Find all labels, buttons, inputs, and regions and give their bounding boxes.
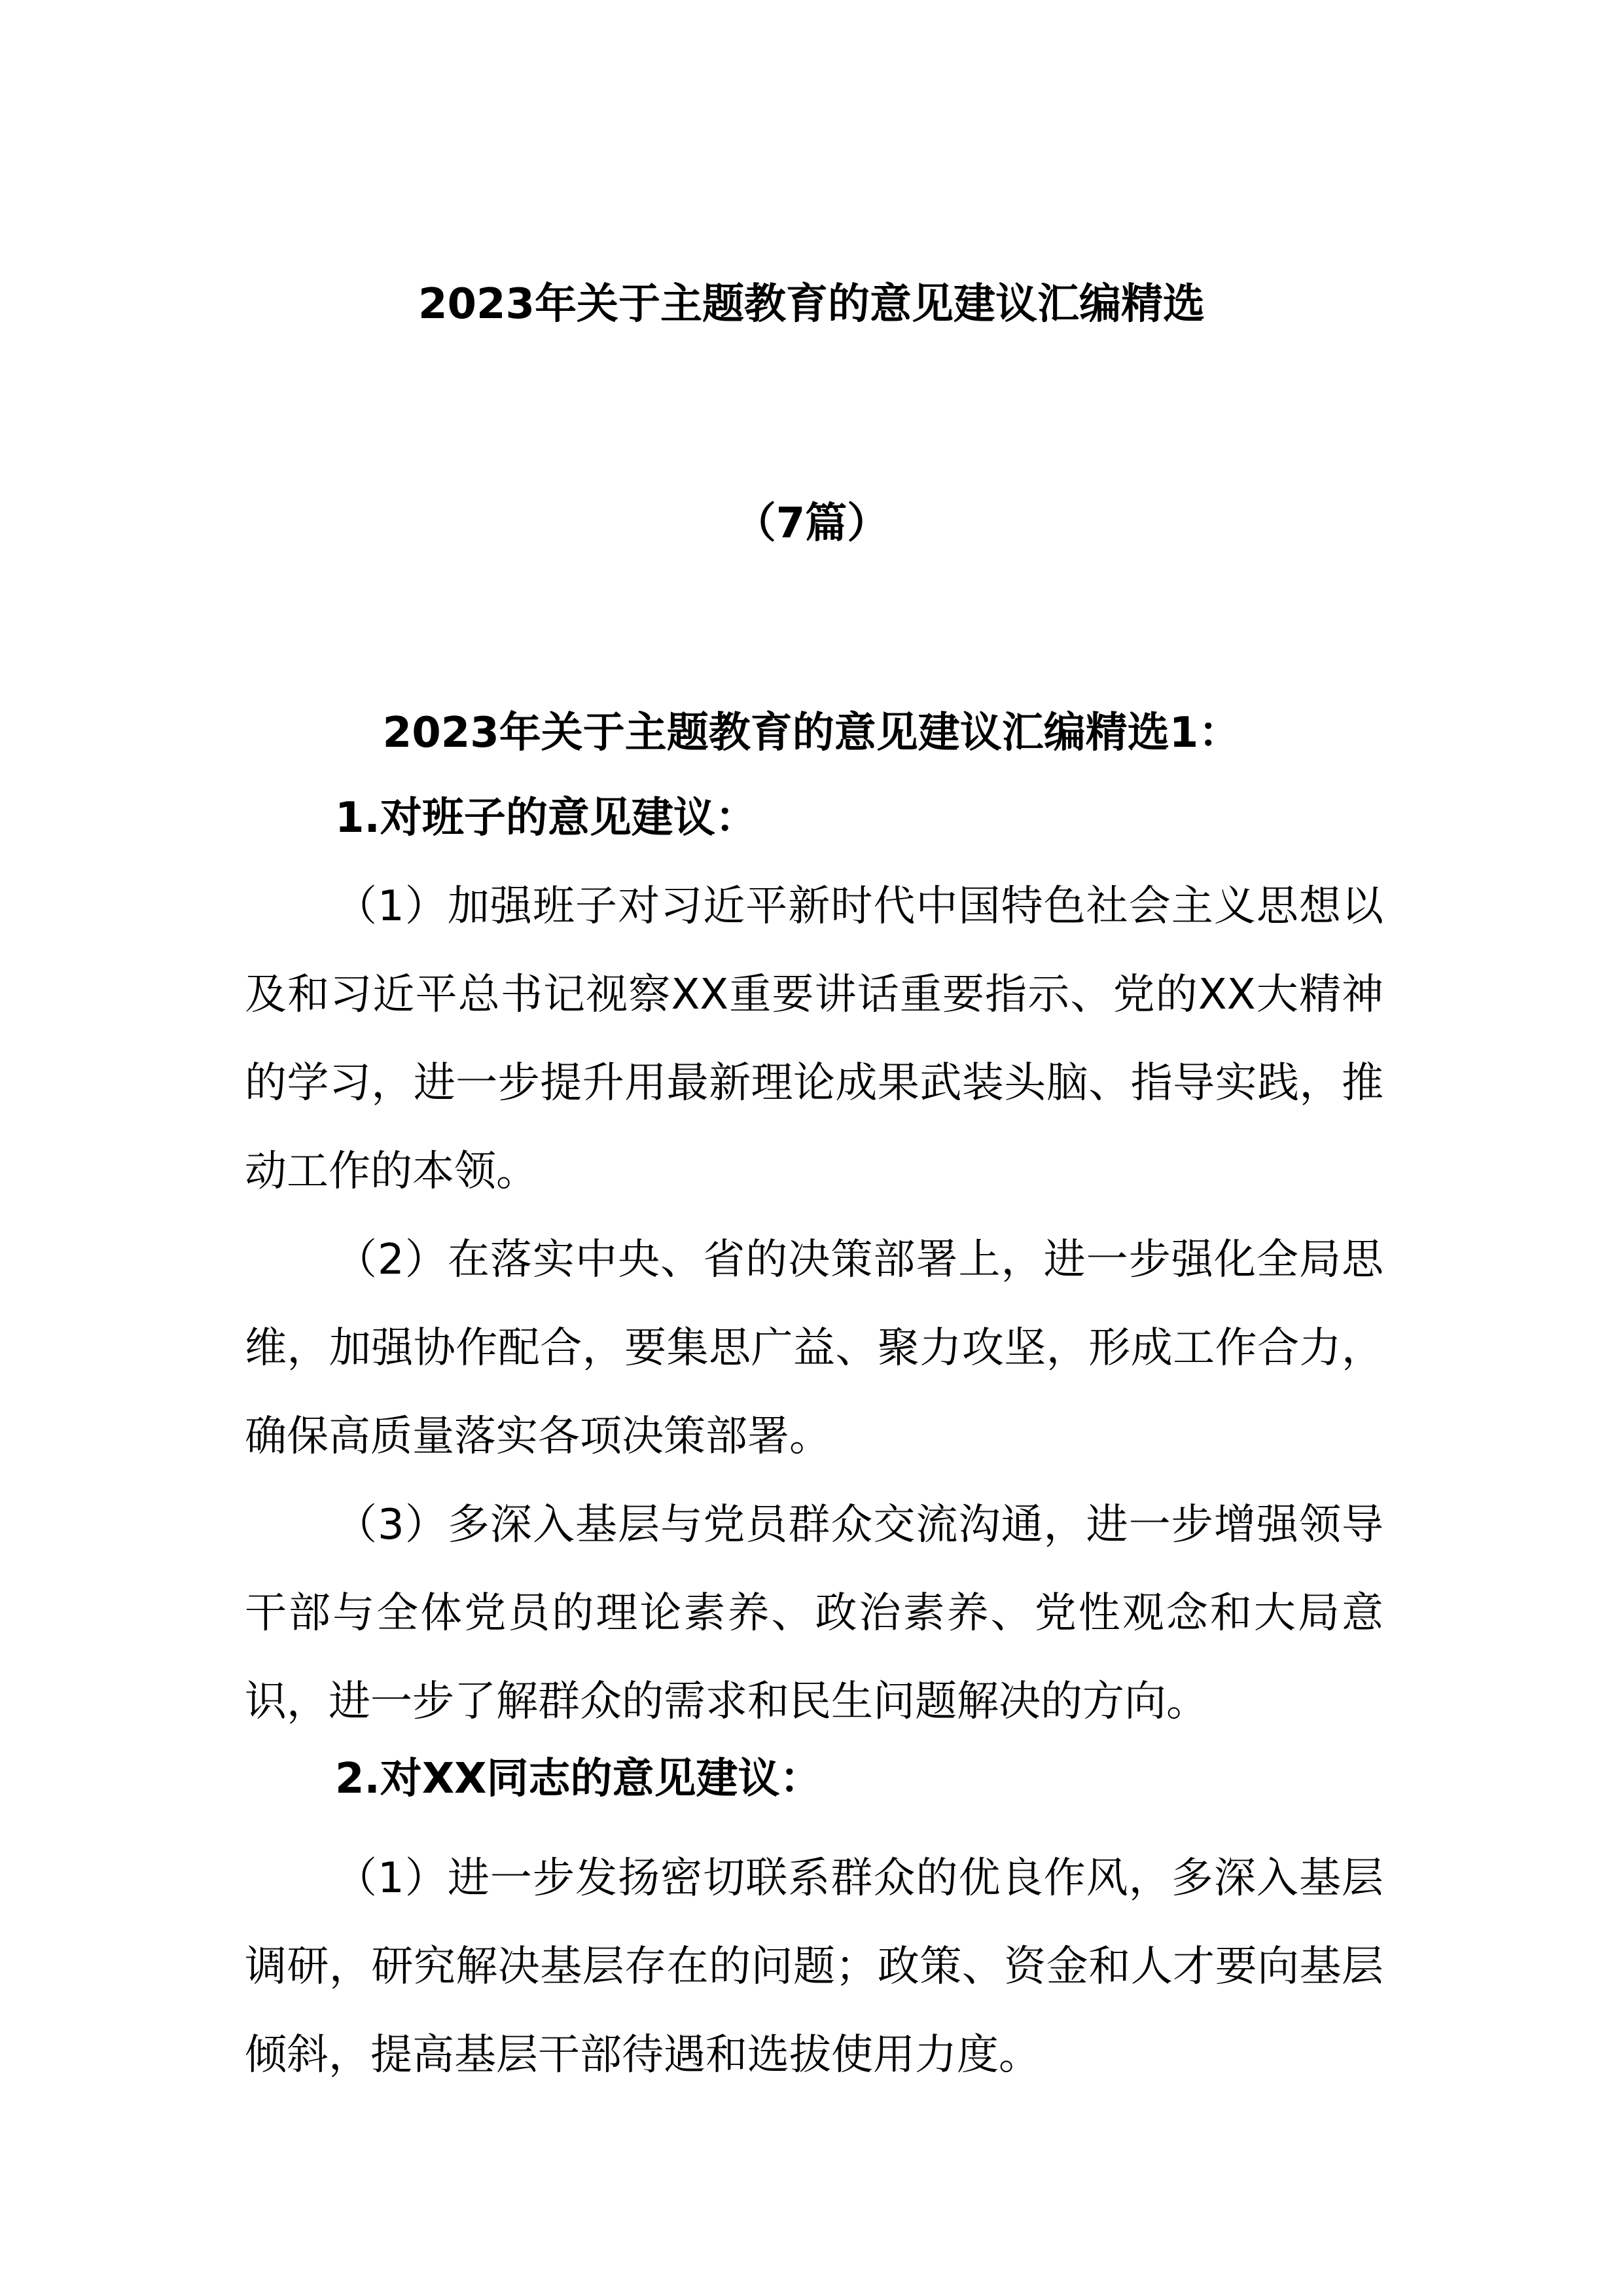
section-heading: 2.对XX同志的意见建议： [335, 1755, 822, 1803]
paragraph: （1）进一步发扬密切联系群众的优良作风，多深入基层调研，研究解决基层存在的问题；政策、资金和人才要向基层倾斜，提高基层干部待遇和选拔使用力度。 [245, 1854, 1383, 2079]
section-title: 2023年关于主题教育的意见建议汇编精选1： [382, 709, 1241, 757]
document-title: 2023年关于主题教育的意见建议汇编精选 [418, 280, 1205, 329]
paragraph: （2）在落实中央、省的决策部署上，进一步强化全局思维，加强协作配合，要集思广益、聚力攻坚，形成工作合力，确保高质量落实各项决策部署。 [245, 1236, 1383, 1461]
paragraph: （1）加强班子对习近平新时代中国特色社会主义思想以及和习近平总书记视察XX重要讲话重要指示、党的XX大精神的学习，进一步提升用最新理论成果武装头脑、指导实践，推动工作的本领。 [245, 882, 1383, 1196]
section-heading: 1.对班子的意见建议： [335, 794, 757, 842]
document-subtitle: （7篇） [734, 499, 889, 548]
paragraph: （3）多深入基层与党员群众交流沟通，进一步增强领导干部与全体党员的理论素养、政治素养、党性观念和大局意识，进一步了解群众的需求和民生问题解决的方向。 [245, 1501, 1383, 1726]
